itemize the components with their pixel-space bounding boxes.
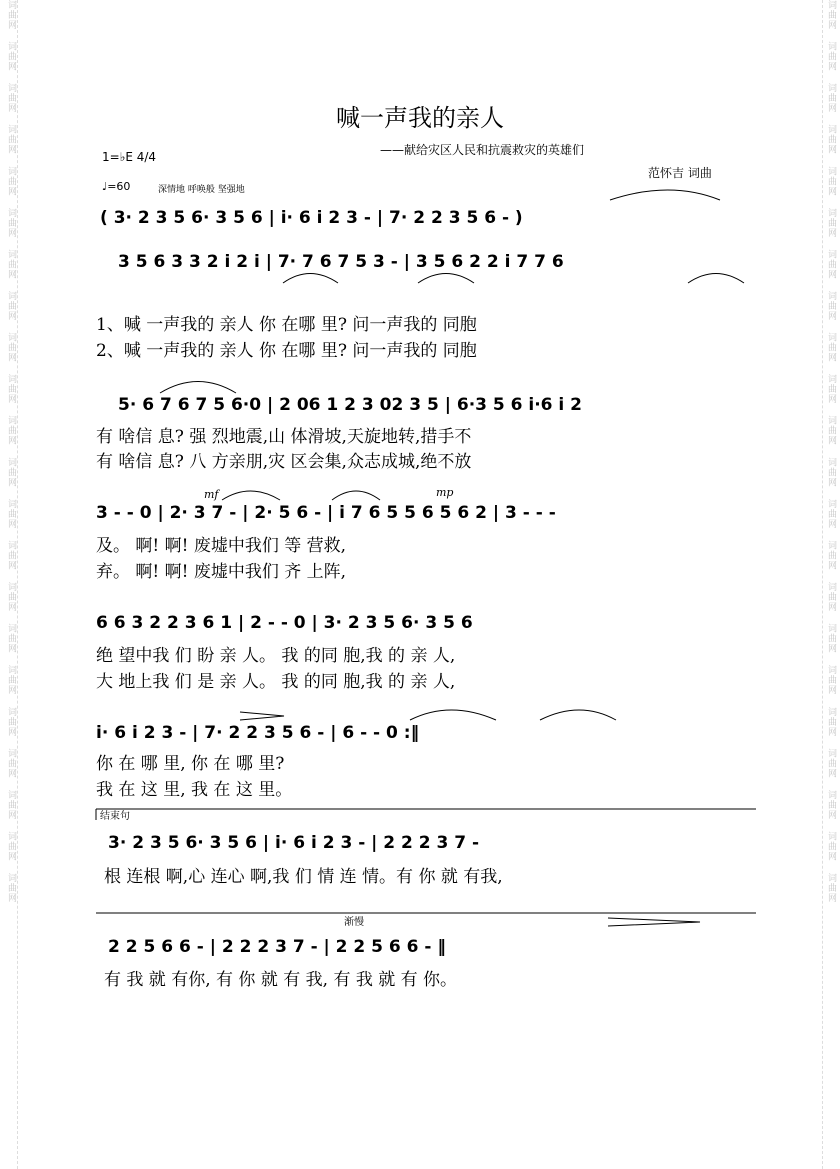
dynamic-mf: mf bbox=[204, 488, 219, 501]
lyric-2b: 2、喊 一声我的 亲人 你 在哪 里? 问一声我的 同胞 bbox=[96, 341, 477, 361]
slur-9 bbox=[540, 710, 616, 720]
song-subtitle: ——献给灾区人民和抗震救灾的英雄们 bbox=[380, 143, 585, 157]
lyric-7: 根 连根 啊,心 连心 啊,我 们 情 连 情。有 你 就 有我, bbox=[104, 867, 503, 887]
performance-style: 深情地 呼唤般 坚强地 bbox=[158, 185, 245, 195]
tempo-marking: ♩=60 bbox=[102, 180, 131, 193]
score-line-6: i· 6 i 2 3 - | 7· 2 2 3 5 6 - | 6 - - 0 :‖ bbox=[96, 723, 420, 743]
slur-3 bbox=[418, 274, 474, 284]
lyric-4a: 及。 啊! 啊! 废墟中我们 等 营救, bbox=[96, 536, 347, 556]
dynamic-mp: mp bbox=[436, 486, 454, 499]
lyric-4b: 弃。 啊! 啊! 废墟中我们 齐 上阵, bbox=[96, 562, 347, 582]
watermark-left: 词曲网 词曲网 词曲网 词曲网 词曲网 词曲网 词曲网 词曲网 词曲网 词曲网 词曲网 词曲网 词曲网 词曲网 词曲网 词曲网 词曲网 词曲网 词曲网 词曲网 词曲网 词曲网 bbox=[3, 0, 18, 1169]
ending-label: 结束句 bbox=[100, 811, 130, 822]
slur-1 bbox=[610, 190, 720, 200]
lyric-6b: 我 在 这 里, 我 在 这 里。 bbox=[96, 780, 293, 800]
lyric-8: 有 我 就 有你, 有 你 就 有 我, 有 我 就 有 你。 bbox=[104, 970, 458, 990]
slur-8 bbox=[410, 710, 496, 720]
lyric-3b: 有 啥信 息? 八 方亲朋,灾 区会集,众志成城,绝不放 bbox=[96, 452, 472, 472]
hairpin-2 bbox=[608, 918, 700, 926]
score-line-2: 3 5 6 3 3 2 i 2 i | 7· 7 6 7 5 3 - | 3 5 6 2 2 i 7 7 6 bbox=[118, 252, 564, 272]
song-title: 喊一声我的亲人 bbox=[336, 104, 504, 132]
lyric-2a: 1、喊 一声我的 亲人 你 在哪 里? 问一声我的 同胞 bbox=[96, 315, 477, 335]
score-line-1: ( 3· 2 3 5 6· 3 5 6 | i· 6 i 2 3 - | 7· 2 2 3 5 6 - ) bbox=[100, 208, 523, 228]
key-signature: 1=♭E 4/4 bbox=[102, 150, 157, 164]
slur-7 bbox=[332, 491, 380, 500]
hairpin-1 bbox=[240, 712, 284, 720]
lyric-5a: 绝 望中我 们 盼 亲 人。 我 的同 胞,我 的 亲 人, bbox=[96, 646, 456, 666]
score-line-4: 3 - - 0 | 2· 3 7 - | 2· 5 6 - | i 7 6 5 5 6 5 6 2 | 3 - - - bbox=[96, 503, 556, 523]
tempo-change-label: 渐慢 bbox=[344, 917, 364, 928]
slur-5 bbox=[160, 382, 236, 394]
score-line-7: 3· 2 3 5 6· 3 5 6 | i· 6 i 2 3 - | 2 2 2 3 7 - bbox=[108, 833, 480, 853]
slur-6 bbox=[222, 491, 280, 500]
score-line-8: 2 2 5 6 6 - | 2 2 2 3 7 - | 2 2 5 6 6 - ‖ bbox=[108, 937, 446, 957]
author-credit: 范怀吉 词曲 bbox=[648, 166, 712, 180]
lyric-5b: 大 地上我 们 是 亲 人。 我 的同 胞,我 的 亲 人, bbox=[96, 672, 456, 692]
lyric-3a: 有 啥信 息? 强 烈地震,山 体滑坡,天旋地转,措手不 bbox=[96, 427, 472, 447]
slur-2 bbox=[283, 274, 338, 284]
score-line-3: 5· 6 7 6 7 5 6·0 | 2 06 1 2 3 02 3 5 | 6·3 5 6 i·6 i 2 bbox=[118, 395, 582, 415]
score-line-5: 6 6 3 2 2 3 6 1 | 2 - - 0 | 3· 2 3 5 6· 3 5 6 bbox=[96, 613, 473, 633]
watermark-right: 词曲网 词曲网 词曲网 词曲网 词曲网 词曲网 词曲网 词曲网 词曲网 词曲网 词曲网 词曲网 词曲网 词曲网 词曲网 词曲网 词曲网 词曲网 词曲网 词曲网 词曲网 词曲网 bbox=[822, 0, 837, 1169]
slur-4 bbox=[688, 274, 744, 284]
lyric-6a: 你 在 哪 里, 你 在 哪 里? bbox=[96, 754, 285, 774]
